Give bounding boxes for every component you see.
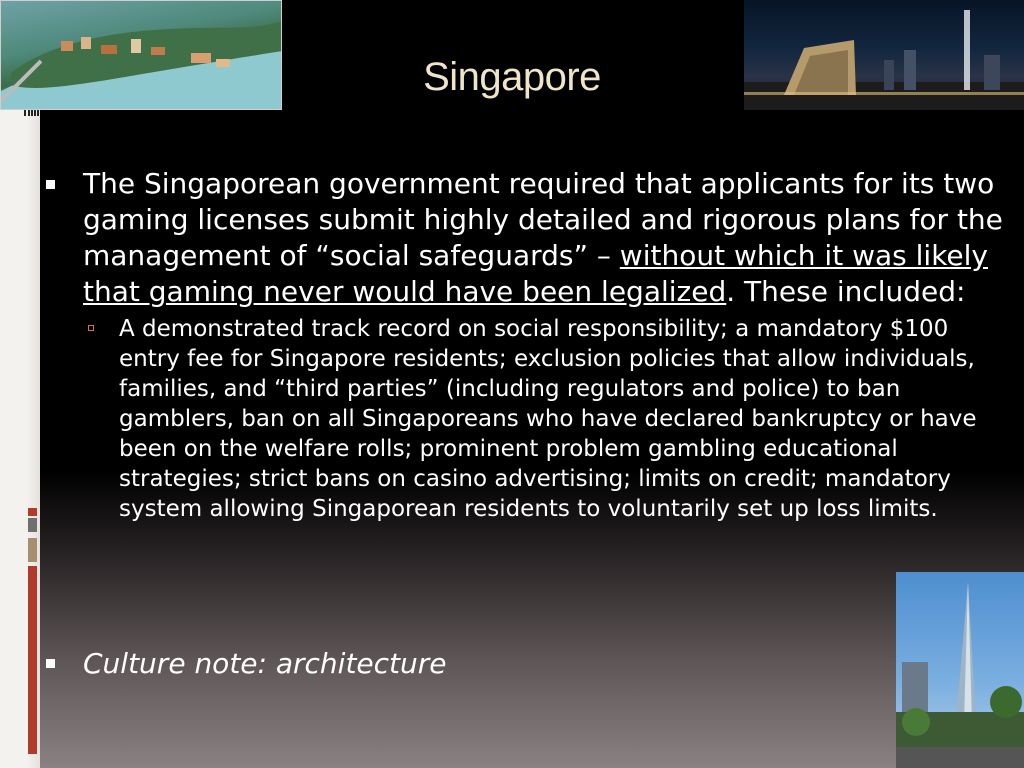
hollow-square-bullet-icon [88, 325, 94, 331]
square-bullet-icon [46, 659, 55, 668]
slide-content [46, 166, 1016, 524]
slide-title: Singapore [423, 55, 601, 99]
decorative-ticks [24, 110, 40, 116]
square-bullet-icon [46, 180, 55, 189]
night-skyline-photo [744, 0, 1024, 110]
sub-bullet-text: A demonstrated track record on social responsibility; a mandatory $100 entry fee for Singapore residents; exclusion policies that allow individuals, families, and “third parties” (including regulators and police) to ban gamblers, ban on all Singaporeans who have declared bankruptcy or have been on the welfare rolls; prominent problem gambling educational strategies; strict bans on casino advertising; limits on credit; mandatory system allowing Singaporean residents to voluntarily set up loss limits. [119, 316, 977, 522]
bullet-text-b: . These included: [726, 275, 966, 308]
bullet-text-underlined: without which it was likely that gaming never would have been legalized [83, 239, 988, 308]
bullet-social-safeguards [46, 166, 1016, 310]
accent-bar-red-small [28, 508, 37, 516]
accent-bar-gray [28, 518, 37, 532]
bullet-culture-note [46, 646, 447, 682]
culture-note-text: Culture note: architecture [83, 647, 447, 680]
accent-bar-red-long [28, 566, 37, 754]
sub-bullet-safeguards-list [46, 314, 1016, 524]
aerial-resort-island-photo [0, 0, 282, 110]
accent-bar-tan [28, 538, 37, 562]
skyscraper-photo [896, 572, 1024, 768]
bullet-text-a: The Singaporean government required that applicants for its two gaming licenses submit highly detailed and rigorous plans for the management of “social safeguards” – [83, 167, 1003, 272]
